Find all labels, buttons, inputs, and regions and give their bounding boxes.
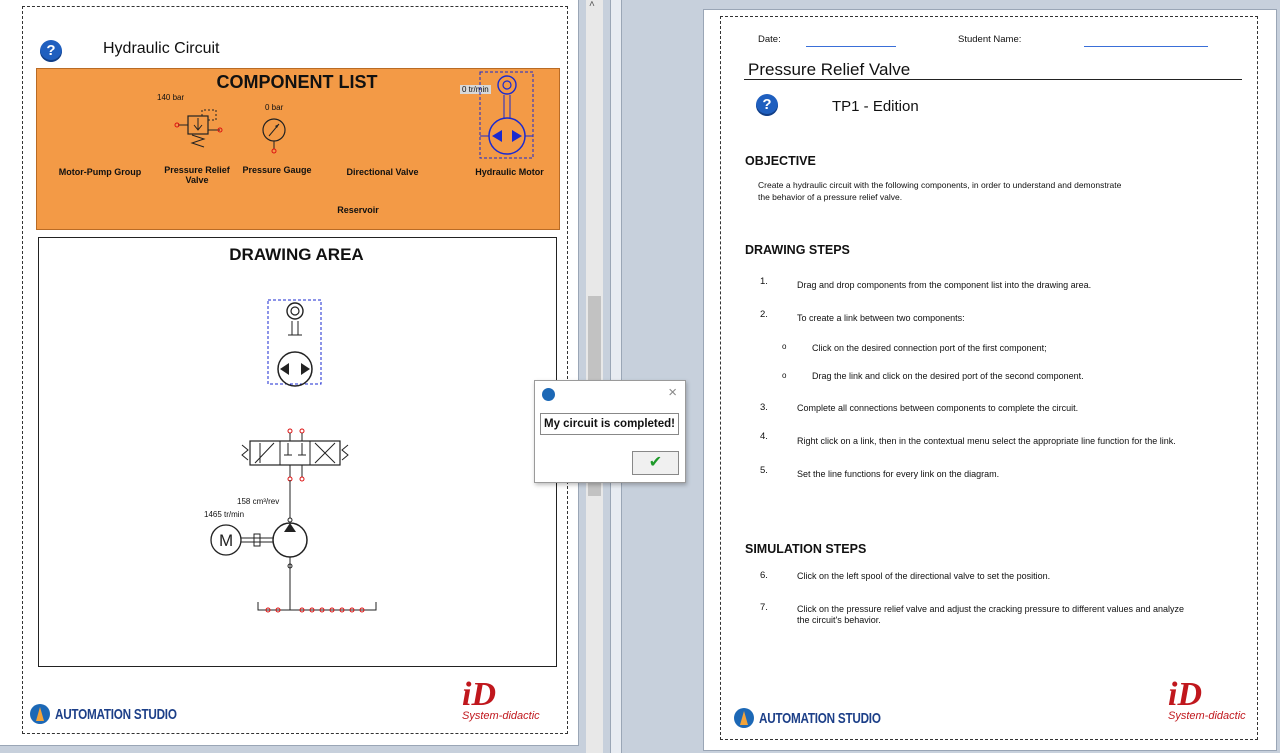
step-text-line-2: the circuit's behavior. [797, 615, 881, 625]
student-name-field[interactable] [1084, 46, 1208, 47]
pane-divider[interactable] [610, 0, 622, 753]
id-system-didactic-logo: iD System-didactic [1168, 676, 1246, 722]
placed-directional-valve[interactable] [240, 425, 350, 485]
step-number: 1. [760, 276, 768, 287]
gauge-pressure: 0 bar [265, 103, 284, 112]
title-underline [744, 79, 1242, 80]
step-text-line-1: Click on the pressure relief valve and adjust the cracking pressure to different values and analyze [797, 604, 1185, 614]
student-name-label: Student Name: [958, 34, 1022, 45]
page-title: Hydraulic Circuit [103, 40, 220, 57]
date-field[interactable] [806, 46, 896, 47]
automation-studio-logo: AUTOMATION STUDIO [30, 704, 211, 724]
drawing-area-heading: DRAWING AREA [229, 245, 364, 264]
component-label-directional-valve: Directional Valve [346, 167, 419, 177]
pump-displacement-label: 158 cm³/rev [237, 497, 280, 506]
component-list-heading: COMPONENT LIST [216, 72, 378, 92]
step-text: Drag and drop components from the component list into the drawing area. [797, 280, 1092, 290]
relief-valve-pressure: 140 bar [157, 93, 185, 102]
checkmark-icon: ✔ [648, 454, 663, 471]
placed-motor-pump-group[interactable] [206, 480, 386, 620]
step-number: 7. [760, 602, 768, 613]
step-number: 6. [760, 570, 768, 581]
step-text: Click on the desired connection port of the first component; [812, 343, 1047, 353]
document-title: Pressure Relief Valve [748, 60, 911, 79]
component-label-relief-valve: Pressure Relief Valve [164, 165, 230, 185]
close-icon[interactable]: × [668, 384, 677, 401]
automation-studio-logo-icon [734, 708, 754, 728]
dialog-app-icon [542, 388, 555, 401]
question-icon[interactable]: ? [756, 94, 778, 116]
step-number: 5. [760, 465, 768, 476]
scroll-up-arrow-icon[interactable]: ˄ [589, 0, 595, 10]
step-text: Complete all connections between components to complete the circuit. [797, 403, 1079, 413]
placed-hydraulic-motor[interactable] [266, 299, 324, 387]
simulation-steps-heading: SIMULATION STEPS [745, 542, 867, 556]
step-number: 2. [760, 309, 768, 320]
step-number: 4. [760, 431, 768, 442]
component-label-motor-pump: Motor-Pump Group [58, 167, 142, 177]
objective-text-line-2: the behavior of a pressure relief valve. [758, 192, 903, 202]
left-page [0, 0, 578, 745]
step-number: 3. [760, 402, 768, 413]
question-icon[interactable]: ? [40, 40, 62, 62]
component-label-reservoir: Reservoir [337, 205, 379, 215]
pressure-relief-valve-component[interactable] [172, 108, 224, 156]
bullet-marker: o [782, 342, 787, 351]
date-label: Date: [758, 34, 781, 45]
edition-label: TP1 - Edition [832, 98, 919, 115]
left-pane-scrollbar[interactable] [586, 0, 603, 753]
step-text: Click on the left spool of the directional valve to set the position. [797, 571, 1051, 581]
drawing-steps-heading: DRAWING STEPS [745, 243, 850, 257]
step-text: Right click on a link, then in the contextual menu select the appropriate line function for the link. [797, 436, 1176, 446]
step-text: Set the line functions for every link on the diagram. [797, 469, 1000, 479]
objective-text-line-1: Create a hydraulic circuit with the following components, in order to understand and demonstrate [758, 180, 1122, 190]
pressure-gauge-component[interactable] [260, 116, 288, 156]
electric-motor-symbol: M [219, 531, 234, 550]
right-page [704, 10, 1276, 750]
completion-dialog [534, 380, 686, 483]
motor-speed-readout: 0 tr/min [462, 85, 489, 94]
objective-heading: OBJECTIVE [745, 154, 816, 168]
component-label-gauge: Pressure Gauge [242, 165, 312, 175]
component-label-hydraulic-motor: Hydraulic Motor [475, 167, 544, 177]
step-text: Drag the link and click on the desired port of the second component. [812, 371, 1084, 381]
dialog-ok-button[interactable] [632, 451, 679, 475]
motor-speed-label: 1465 tr/min [204, 510, 245, 519]
dialog-message: My circuit is completed! [540, 413, 679, 435]
step-text: To create a link between two components: [797, 313, 965, 323]
id-system-didactic-logo: iD System-didactic [462, 676, 540, 722]
automation-studio-logo-icon [30, 704, 50, 724]
hydraulic-motor-component[interactable] [478, 70, 536, 160]
bullet-marker: o [782, 371, 787, 380]
automation-studio-logo: AUTOMATION STUDIO [734, 708, 915, 728]
